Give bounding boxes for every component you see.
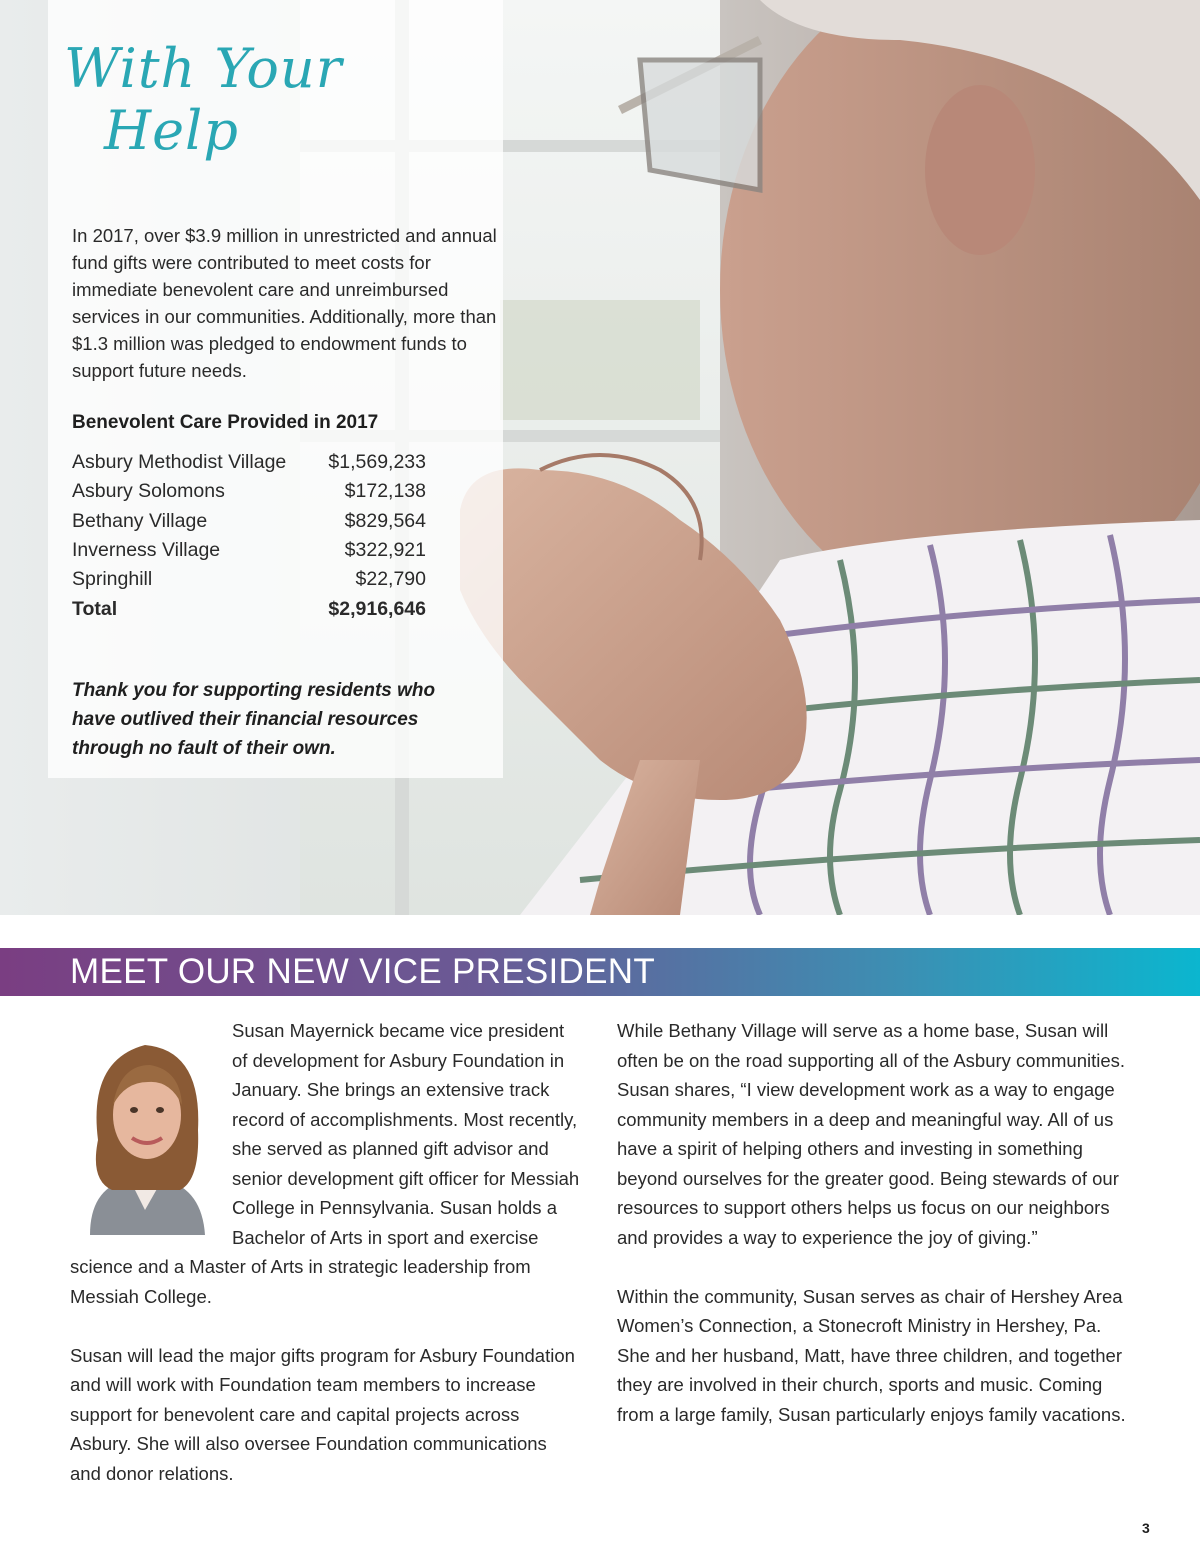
thank-you-message: Thank you for supporting residents who have outlived their financial resources through no fault of their own. <box>72 680 436 759</box>
table-total-row <box>72 594 426 623</box>
benevolent-care-heading: Benevolent Care Provided in 2017 <box>72 412 379 433</box>
portrait-spacer <box>70 1016 232 1252</box>
table-row <box>72 565 426 594</box>
care-amount: $172,138 <box>344 480 426 503</box>
right-column <box>617 1016 1137 1459</box>
care-amount: $829,564 <box>344 509 426 532</box>
care-amount: $1,569,233 <box>328 451 426 474</box>
left-column <box>70 1016 580 1518</box>
bio-paragraph-1: Susan Mayernick became vice president of development for Asbury Foundation in January. She brings an extensive track record of accomplishments. Most recently, she served as planned gift advisor and senior development gift officer for Messiah College in Pennsylvania. Susan holds a Bachelor of Arts in sport and exercise science and a Master of Arts in strategic leadership from Messiah College. <box>70 1020 580 1307</box>
community-name: Inverness Village <box>72 539 221 562</box>
table-row <box>72 477 426 506</box>
community-name: Bethany Village <box>72 509 208 532</box>
title-line-2: Help <box>104 99 239 162</box>
care-amount: $322,921 <box>344 539 426 562</box>
community-name: Asbury Methodist Village <box>72 451 287 474</box>
table-row <box>72 507 426 536</box>
table-row <box>72 536 426 565</box>
section-banner <box>0 948 1200 996</box>
bio-paragraph-2: Susan will lead the major gifts program for Asbury Foundation and will work with Foundation team members to increase support for benevolent care and capital projects across Asbury. She will also oversee Foundation communications and donor relations. <box>70 1344 575 1484</box>
section-heading: MEET OUR NEW VICE PRESIDENT <box>70 952 656 991</box>
table-row <box>72 448 426 477</box>
page-number: 3 <box>1142 1520 1150 1536</box>
community-name: Asbury Solomons <box>72 480 225 503</box>
intro-paragraph: In 2017, over $3.9 million in unrestricted and annual fund gifts were contributed to meet costs for immediate benevolent care and unreimbursed services in our communities. Additionally, more than $1.3 million was pledged to endowment funds to support future needs. <box>72 225 497 381</box>
bio-paragraph-4: Within the community, Susan serves as chair of Hershey Area Women’s Connection, a Stonecroft Ministry in Hershey, Pa. She and her husband, Matt, have three children, and together they are involved in their church, sports and music. Coming from a large family, Susan particularly enjoys family vacations. <box>617 1285 1126 1425</box>
benevolent-care-table <box>72 448 426 624</box>
bio-paragraph-3: While Bethany Village will serve as a home base, Susan will often be on the road supporting all of the Asbury communities. Susan shares, “I view development work as a way to engage community members in a deep and meaningful way. All of us have a spirit of helping others and investing in something beyond ourselves for the greater good. Being stewards of our resources to support others helps us focus on our neighbors and provides a way to experience the joy of giving.” <box>617 1020 1126 1248</box>
total-amount: $2,916,646 <box>328 597 426 620</box>
care-amount: $22,790 <box>355 568 426 591</box>
title-line-1: With Your <box>64 37 343 100</box>
section-title-with-your-help <box>64 38 484 162</box>
total-label: Total <box>72 597 118 620</box>
community-name: Springhill <box>72 568 153 591</box>
